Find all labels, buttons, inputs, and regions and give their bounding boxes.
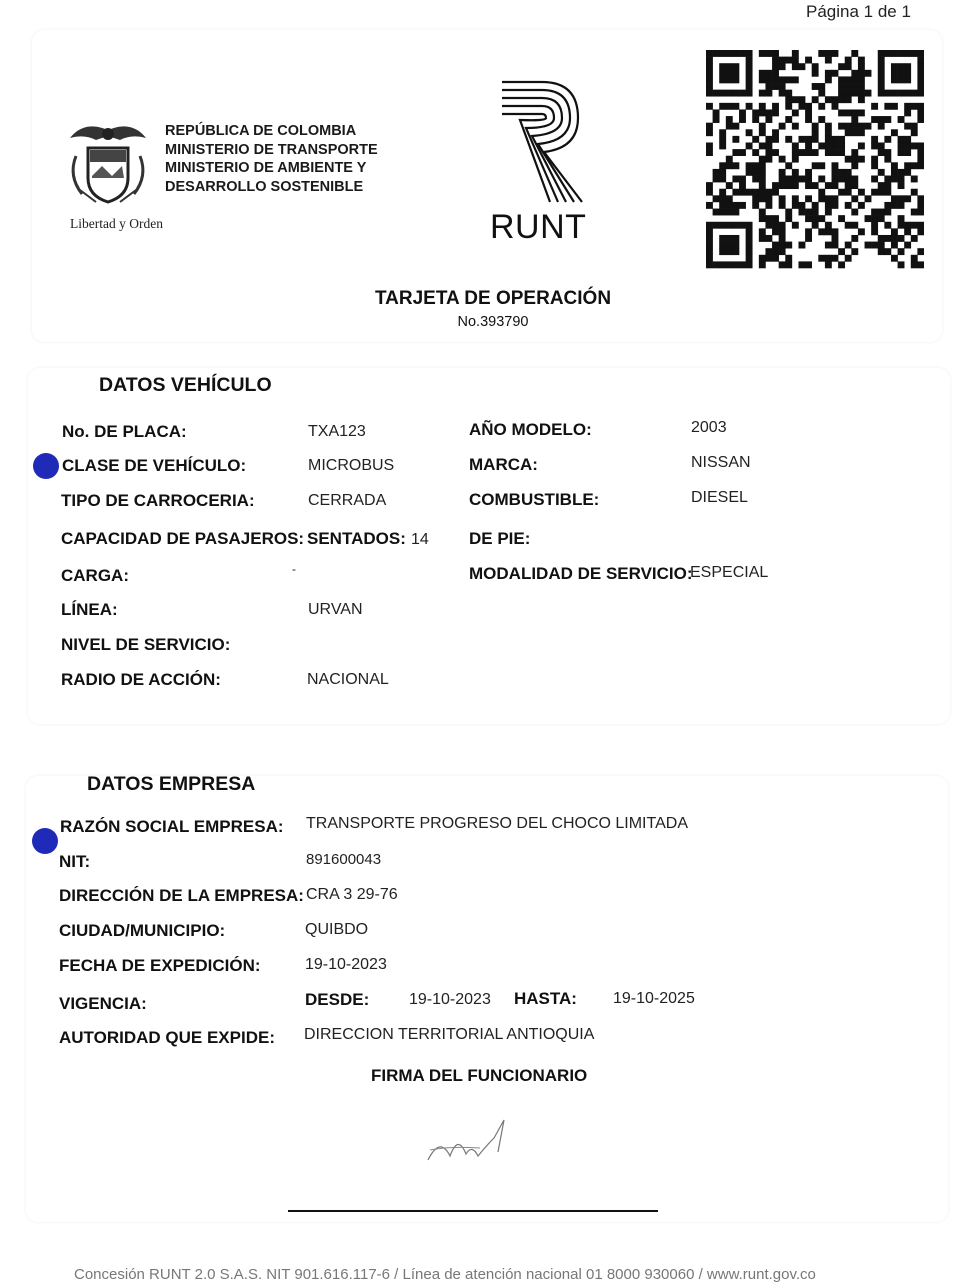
hasta-label: HASTA: — [514, 989, 577, 1008]
sentados-label: SENTADOS: — [307, 529, 406, 548]
coat-of-arms-icon — [62, 116, 154, 216]
clase-value: MICROBUS — [308, 457, 395, 474]
footer-text: Concesión RUNT 2.0 S.A.S. NIT 901.616.117-6 / Línea de atención nacional 01 8000 930060 / www.runt.gov.co — [74, 1266, 816, 1283]
marker-dot — [32, 828, 58, 854]
razon-value: TRANSPORTE PROGRESO DEL CHOCO LIMITADA — [306, 815, 688, 832]
razon-label: RAZÓN SOCIAL EMPRESA: — [60, 817, 284, 836]
linea-label: LÍNEA: — [61, 600, 118, 619]
nit-label: NIT: — [59, 852, 91, 871]
desde-value: 19-10-2023 — [409, 991, 491, 1008]
signature-line — [288, 1210, 658, 1212]
desde-label: DESDE: — [305, 990, 370, 1009]
vigencia-label: VIGENCIA: — [59, 994, 147, 1013]
page-number: Página 1 de 1 — [806, 2, 911, 21]
ministry-line: DESARROLLO SOSTENIBLE — [165, 178, 364, 195]
signature-icon — [420, 1116, 516, 1172]
de-pie-label: DE PIE: — [469, 529, 531, 548]
modalidad-value: ESPECIAL — [690, 564, 769, 581]
carroceria-label: TIPO DE CARROCERIA: — [61, 491, 255, 510]
runt-logo-text: RUNT — [490, 208, 587, 246]
anio-value: 2003 — [691, 419, 727, 436]
radio-label: RADIO DE ACCIÓN: — [61, 670, 221, 689]
sentados-value: 14 — [411, 531, 429, 548]
marker-dot — [33, 453, 59, 479]
document-title: TARJETA DE OPERACIÓN — [374, 288, 612, 309]
ciudad-value: QUIBDO — [305, 921, 369, 938]
ministry-line: REPÚBLICA DE COLOMBIA — [165, 123, 357, 139]
radio-value: NACIONAL — [307, 671, 389, 688]
hasta-value: 19-10-2025 — [613, 990, 695, 1007]
clase-label: CLASE DE VEHÍCULO: — [62, 456, 247, 475]
crest-motto: Libertad y Orden — [70, 216, 163, 231]
placa-value: TXA123 — [308, 423, 366, 440]
vehicle-section-title: DATOS VEHÍCULO — [99, 374, 272, 396]
marca-label: MARCA: — [469, 455, 538, 474]
placa-label: No. DE PLACA: — [62, 422, 187, 441]
combustible-value: DIESEL — [691, 489, 748, 506]
autoridad-label: AUTORIDAD QUE EXPIDE: — [59, 1028, 275, 1047]
nivel-label: NIVEL DE SERVICIO: — [61, 635, 231, 654]
carroceria-value: CERRADA — [308, 492, 387, 509]
fecha-label: FECHA DE EXPEDICIÓN: — [59, 956, 261, 975]
fecha-value: 19-10-2023 — [305, 956, 387, 973]
anio-label: AÑO MODELO: — [469, 420, 592, 439]
direccion-value: CRA 3 29-76 — [306, 886, 398, 903]
autoridad-value: DIRECCION TERRITORIAL ANTIOQUIA — [304, 1026, 595, 1043]
marca-value: NISSAN — [691, 454, 751, 471]
modalidad-label: MODALIDAD DE SERVICIO: — [469, 564, 693, 583]
firma-label: FIRMA DEL FUNCIONARIO — [371, 1066, 588, 1085]
linea-value: URVAN — [308, 601, 363, 618]
capacidad-label: CAPACIDAD DE PASAJEROS: — [61, 529, 305, 548]
company-section-title: DATOS EMPRESA — [87, 773, 256, 795]
ministry-heading — [165, 122, 378, 196]
nit-value: 891600043 — [306, 851, 382, 868]
carga-value: - — [292, 562, 296, 576]
ministry-line: MINISTERIO DE TRANSPORTE — [165, 141, 378, 158]
combustible-label: COMBUSTIBLE: — [469, 490, 600, 509]
direccion-label: DIRECCIÓN DE LA EMPRESA: — [59, 886, 304, 905]
runt-logo-icon — [498, 78, 584, 208]
ministry-line: MINISTERIO DE AMBIENTE Y — [165, 160, 367, 176]
document-number: No.393790 — [457, 314, 529, 330]
carga-label: CARGA: — [61, 566, 129, 585]
ciudad-label: CIUDAD/MUNICIPIO: — [59, 921, 226, 940]
qr-code-icon — [706, 50, 924, 270]
